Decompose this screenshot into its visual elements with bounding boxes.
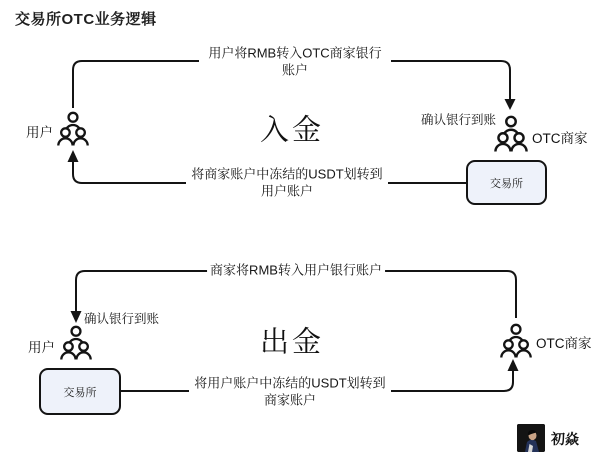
- withdraw-top-arrowhead: [71, 311, 82, 323]
- deposit-exchange-box-label: 交易所: [490, 177, 523, 190]
- deposit-bottom-arrowhead: [68, 150, 79, 162]
- deposit-merchant-icon: [494, 114, 528, 154]
- withdraw-user-label: 用户: [28, 340, 55, 355]
- withdraw-merchant-label: OTC商家: [536, 336, 592, 351]
- page-title: 交易所OTC业务逻辑: [15, 11, 157, 28]
- withdraw-bottom-arrow-label: 将用户账户中冻结的USDT划转到商家账户: [189, 374, 391, 409]
- withdraw-merchant-icon: [500, 322, 532, 360]
- withdraw-exchange-box: [39, 368, 121, 415]
- deposit-exchange-box: [466, 160, 547, 205]
- withdraw-confirm-label: 确认银行到账: [84, 309, 159, 327]
- withdraw-user-icon: [60, 324, 92, 362]
- deposit-bottom-arrow-label: 将商家账户中冻结的USDT划转到用户账户: [186, 165, 388, 200]
- withdraw-top-arrow-label: 商家将RMB转入用户银行账户: [207, 262, 385, 281]
- deposit-top-arrowhead: [505, 99, 516, 110]
- watermark-name: 初焱: [551, 431, 579, 447]
- withdraw-exchange-box-label: 交易所: [63, 386, 97, 399]
- withdraw-bottom-arrowhead: [508, 359, 519, 371]
- watermark-avatar: [517, 424, 545, 452]
- deposit-confirm-label: 确认银行到账: [421, 110, 496, 128]
- deposit-user-label: 用户: [26, 125, 53, 140]
- withdraw-section-title: 出金: [259, 326, 325, 359]
- deposit-merchant-label: OTC商家: [532, 131, 588, 146]
- deposit-top-arrow-label: 用户将RMB转入OTC商家银行账户: [199, 44, 391, 79]
- deposit-section-title: 入金: [259, 114, 325, 147]
- deposit-user-icon: [57, 110, 89, 148]
